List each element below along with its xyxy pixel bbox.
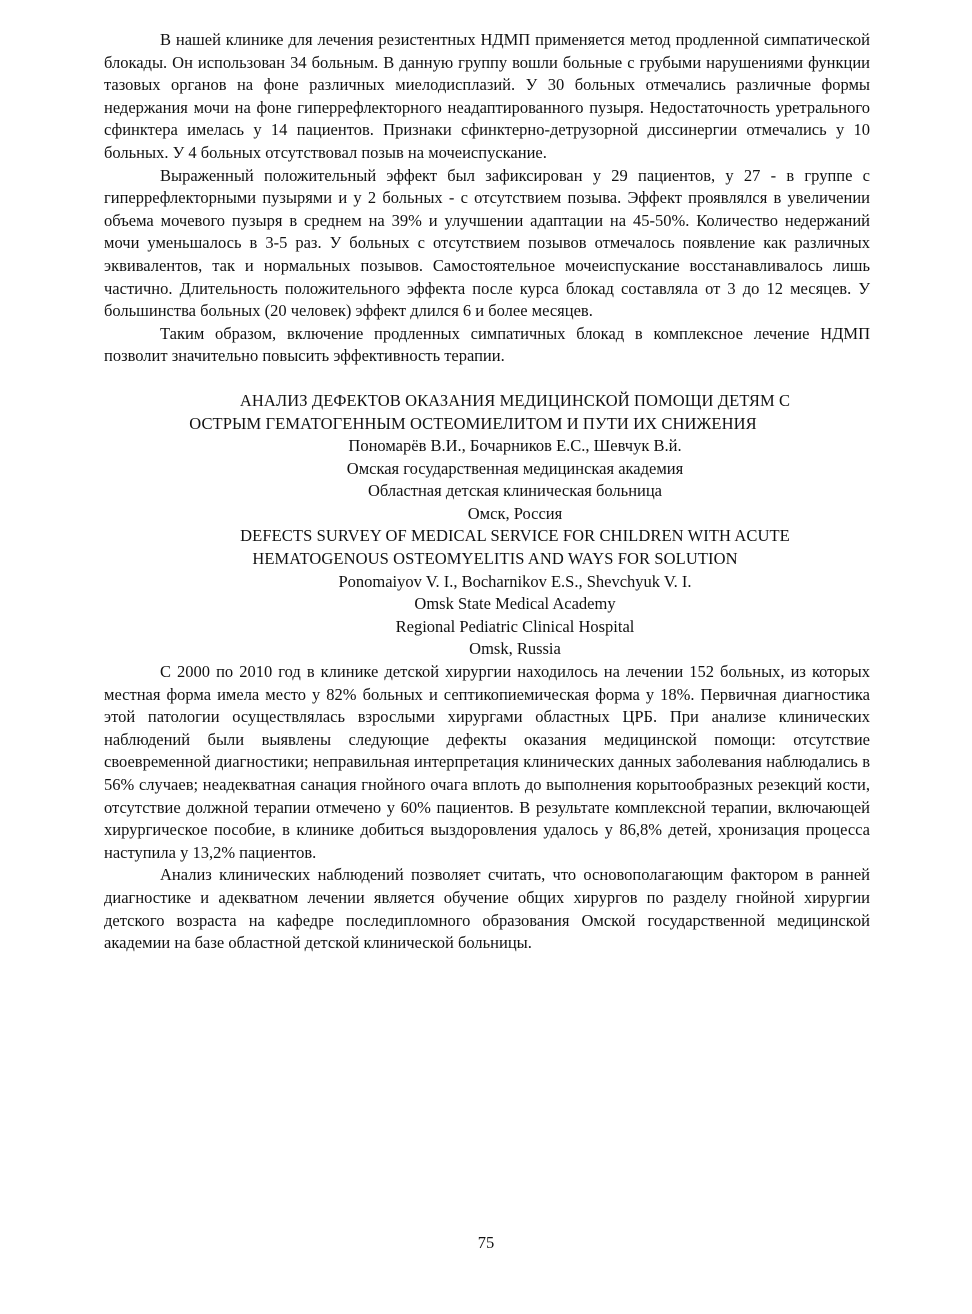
intro-section: [104, 29, 870, 368]
article-affiliation-en-1: Omsk State Medical Academy: [414, 594, 616, 614]
article-paragraph-1: С 2000 по 2010 год в клинике детской хирургии находилось на лечении 152 больных, из которых местная форма имела место у 82% больных и септикопиемическая форма у 18%. Первичная диагностика этой патологии осуществлялась взрослыми хирургами областных ЦРБ. При анализе клинических наблюдений были выявлены следующие дефекты оказания медицинской помощи: отсутствие своевременной диагностики; неправильная интерпретация клинических данных заболевания наблюдались в 56% случаев; неадекватная санация гнойного очага вплоть до выполнения корытообразных резекций кости, отсутствие должной терапии отмечено у 60% пациентов. В результате комплексной терапии, включающей хирургическое пособие, в клинике добиться выздоровления удалось у 86,8% детей, хронизация процесса наступила у 13,2% пациентов.: [104, 662, 870, 862]
article-location-ru: Омск, Россия: [467, 503, 563, 523]
article-title-ru-line-1: АНАЛИЗ ДЕФЕКТОВ ОКАЗАНИЯ МЕДИЦИНСКОЙ ПОМОЩИ ДЕТЯМ С: [239, 390, 791, 410]
article-affiliation-ru-1: Омская государственная медицинская академия: [346, 458, 684, 478]
article-body: [104, 661, 870, 955]
intro-paragraph-2: Выраженный положительный эффект был зафиксирован у 29 пациентов, у 27 - в группе с гиперрефлекторными пузырями и у 2 больных - с отсутствием позыва. Эффект проявлялся в увеличении объема мочевого пузыря в среднем на 39% и улучшении адаптации на 45-50%. Количество недержаний мочи уменьшалось в 3-5 раз. У больных с отсутствием позывов отмечалось появление как различных эквивалентов, так и нормальных позывов. Самостоятельное мочеиспускание восстанавливалось лишь частично. Длительность положительного эффекта после курса блокад составляла от 3 до 12 месяцев. У большинства больных (20 человек) эффект длился 6 и более месяцев.: [104, 165, 870, 321]
page-number: 75: [477, 1233, 495, 1252]
article-header: [104, 390, 870, 661]
article-authors-ru: Пономарёв В.И., Бочарников Е.С., Шевчук В.й.: [348, 436, 682, 456]
article-location-en: Omsk, Russia: [469, 639, 561, 659]
article-affiliation-ru-2: Областная детская клиническая больница: [367, 481, 663, 501]
page-body: [104, 29, 870, 955]
intro-paragraph-3: Таким образом, включение продленных симпатичных блокад в комплексное лечение НДМП позволит значительно повысить эффективность терапии.: [104, 323, 870, 366]
article-affiliation-en-2: Regional Pediatric Clinical Hospital: [395, 616, 635, 636]
intro-paragraph-1: В нашей клинике для лечения резистентных НДМП применяется метод продленной симпатической блокады. Он использован 34 больным. В данную группу вошли больные с грубыми нарушениями функции тазовых органов на фоне различных миелодисплазий. У 30 больных отмечались различные формы недержания мочи на фоне гиперрефлекторного неадаптированного пузыря. Недостаточность уретрального сфинктера имелась у 14 пациентов. Признаки сфинктерно-детрузорной диссинергии отмечались у 10 больных. У 4 больных отсутствовал позыв на мочеиспускание.: [104, 30, 870, 162]
article-title-en-line-1: DEFECTS SURVEY OF MEDICAL SERVICE FOR CHILDREN WITH ACUTE: [240, 526, 790, 546]
article-title-ru-line-2: ОСТРЫМ ГЕМАТОГЕННЫМ ОСТЕОМИЕЛИТОМ И ПУТИ ИХ СНИЖЕНИЯ: [189, 413, 757, 433]
article-authors-en: Ponomaiyov V. I., Bocharnikov E.S., Shevchyuk V. I.: [338, 571, 692, 591]
article-paragraph-2: Анализ клинических наблюдений позволяет считать, что основополагающим фактором в ранней диагностике и адекватном лечении является обучение общих хирургов по разделу гнойной хирургии детского возраста на кафедре последипломного образования Омской государственной медицинской академии на базе областной детской клинической больницы.: [104, 865, 870, 953]
section-spacer: [104, 368, 870, 390]
article-title-en-line-2: HEMATOGENOUS OSTEOMYELITIS AND WAYS FOR SOLUTION: [252, 549, 738, 569]
